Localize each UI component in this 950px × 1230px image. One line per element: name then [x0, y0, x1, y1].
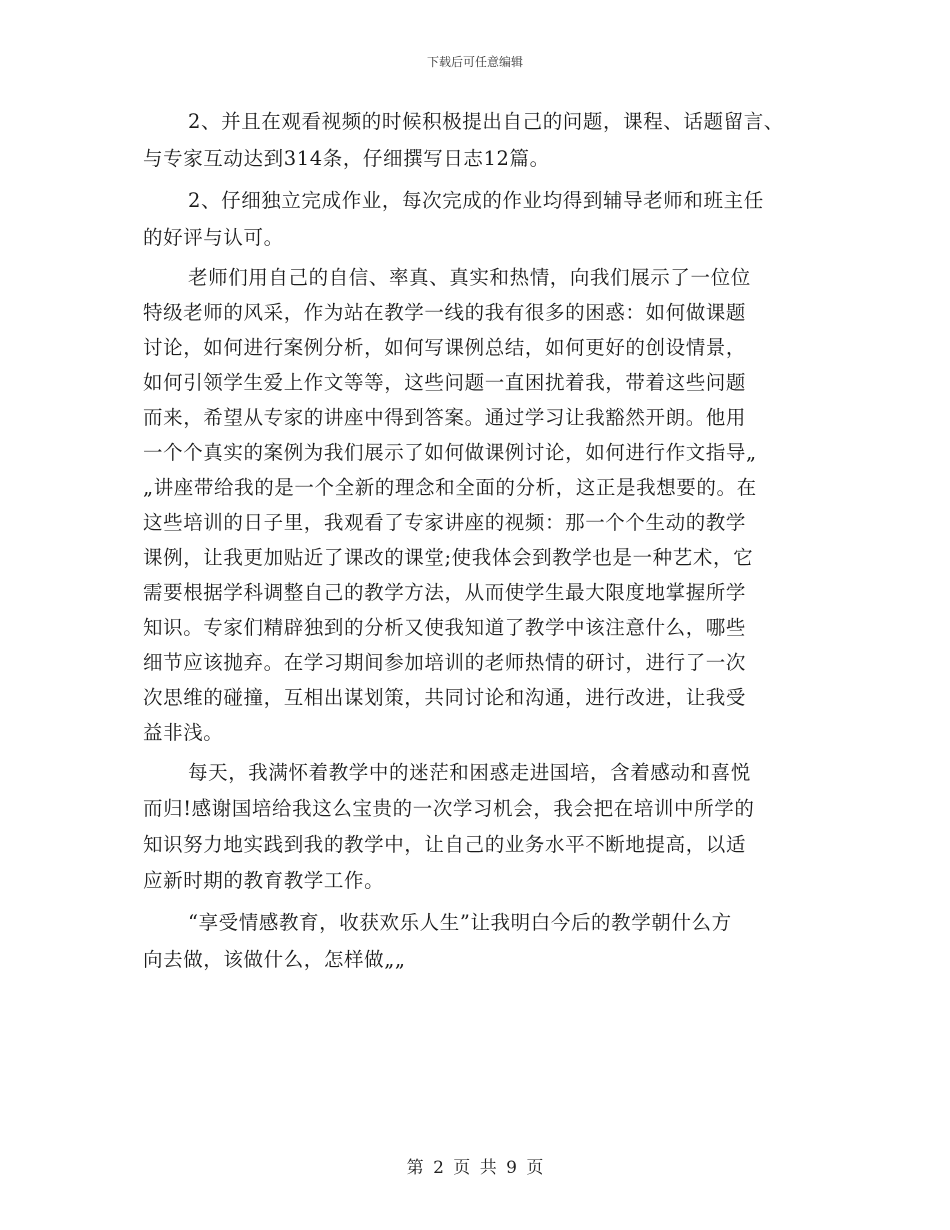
text-line: 需要根据学科调整自己的教学方法，从而使学生最大限度地掌握所学 — [143, 581, 747, 604]
text-line: 细节应该抛弃。在学习期间参加培训的老师热情的研讨，进行了一次 — [143, 651, 747, 674]
text-line: „讲座带给我的是一个全新的理念和全面的分析，这正是我想要的。在 — [143, 476, 757, 499]
text-line: 每天，我满怀着教学中的迷茫和困惑走进国培，含着感动和喜悦 — [188, 761, 751, 784]
text-line: 讨论，如何进行案例分析，如何写课例总结，如何更好的创设情景， — [143, 336, 747, 359]
page-footer: 第 2 页 共 9 页 — [406, 1158, 544, 1178]
text-line: 向去做，该做什么，怎样做„„ — [143, 948, 406, 971]
text-line: 而来，希望从专家的讲座中得到答案。通过学习让我豁然开朗。他用 — [143, 406, 747, 429]
text-line: 如何引领学生爱上作文等等，这些问题一直困扰着我，带着这些问题 — [143, 371, 747, 394]
text-line: “享受情感教育，收获欢乐人生”让我明白今后的教学朝什么方 — [188, 911, 732, 934]
text-line: 老师们用自己的自信、率真、真实和热情，向我们展示了一位位 — [188, 266, 751, 289]
text-line: 而归!感谢国培给我这么宝贵的一次学习机会，我会把在培训中所学的 — [143, 797, 755, 820]
text-line: 的好评与认可。 — [143, 226, 284, 249]
text-line: 特级老师的风采，作为站在教学一线的我有很多的困惑：如何做课题 — [143, 301, 747, 324]
text-line: 与专家互动达到314条，仔细撰写日志12篇。 — [143, 147, 550, 170]
text-line: 应新时期的教育教学工作。 — [143, 869, 385, 892]
text-line: 知识努力地实践到我的教学中，让自己的业务水平不断地提高，以适 — [143, 833, 747, 856]
text-line: 2、并且在观看视频的时候积极提出自己的问题，课程、话题留言、 — [188, 110, 784, 133]
text-line: 一个个真实的案例为我们展示了如何做课例讨论，如何进行作文指导„ — [143, 441, 757, 464]
text-line: 课例，让我更加贴近了课改的课堂;使我体会到教学也是一种艺术，它 — [143, 546, 754, 569]
text-line: 益非浅。 — [143, 721, 224, 744]
page-header: 下载后可任意编辑 — [426, 55, 523, 69]
text-line: 次思维的碰撞，互相出谋划策，共同讨论和沟通，进行改进，让我受 — [143, 686, 747, 709]
text-line: 2、仔细独立完成作业，每次完成的作业均得到辅导老师和班主任 — [188, 189, 764, 212]
text-line: 知识。专家们精辟独到的分析又使我知道了教学中该注意什么，哪些 — [143, 616, 747, 639]
text-line: 这些培训的日子里，我观看了专家讲座的视频：那一个个生动的教学 — [143, 511, 747, 534]
